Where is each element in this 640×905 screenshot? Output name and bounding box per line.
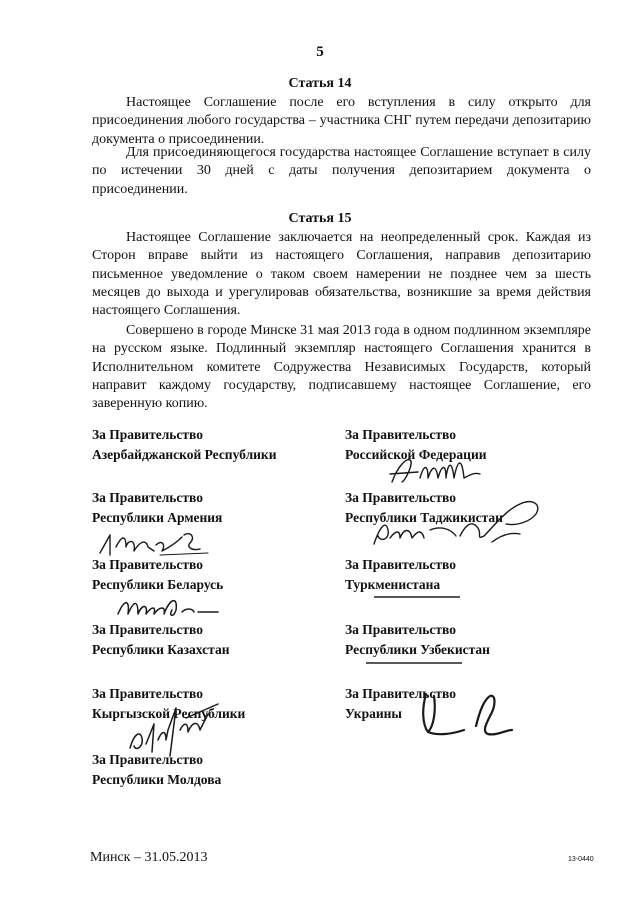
signature-label: За Правительство	[345, 686, 456, 701]
signature-russia-handwritten	[388, 452, 498, 488]
footer-place-date: Минск – 31.05.2013	[90, 850, 208, 865]
signature-kyrgyzstan-handwritten	[124, 700, 224, 770]
signature-tajikistan-handwritten	[360, 490, 560, 554]
signature-country: Туркменистана	[345, 577, 441, 592]
closing-paragraph: Совершено в городе Минске 31 мая 2013 года в одном подлинном экземпляре на русском языке. Подлинный экземпляр настоящего Соглашения хранится в Исполнительном комитете Содружества Независимых Государств, который направит каждому государству, подписавшему настоящее Соглашение, его заверенную копию.	[92, 323, 591, 412]
signature-belarus-handwritten	[114, 590, 224, 624]
signature-country: Республики Армения	[92, 510, 223, 525]
article-14-paragraph-1: Настоящее Соглашение после его вступления в силу открыто для присоединения любого государства – участника СНГ путем передачи депозитарию документа о присоединении.	[92, 95, 591, 147]
signature-country: Российской Федерации	[345, 447, 487, 462]
signature-block-turkmenistan	[345, 555, 456, 595]
signature-block-azerbaijan	[92, 425, 277, 465]
signature-label: За Правительство	[92, 686, 203, 701]
signature-country: Украины	[345, 706, 402, 721]
signature-label: За Правительство	[345, 557, 456, 572]
signature-block-kazakhstan	[92, 620, 229, 660]
signature-country: Республики Беларусь	[92, 577, 224, 592]
signature-country: Республики Молдова	[92, 772, 222, 787]
signature-label: За Правительство	[92, 752, 203, 767]
signature-country: Республики Таджикистан	[345, 510, 503, 525]
article-15-heading: Статья 15	[288, 211, 352, 226]
article-14-heading: Статья 14	[288, 76, 352, 91]
signature-country: Республики Узбекистан	[345, 642, 490, 657]
signature-label: За Правительство	[92, 427, 203, 442]
signature-label: За Правительство	[92, 557, 203, 572]
signature-country: Республики Казахстан	[92, 642, 230, 657]
signature-label: За Правительство	[92, 490, 203, 505]
signature-country: Азербайджанской Республики	[92, 447, 277, 462]
signature-label: За Правительство	[345, 622, 456, 637]
signature-label: За Правительство	[345, 427, 456, 442]
signature-uzbekistan-line	[364, 660, 464, 666]
page-number: 5	[316, 44, 324, 60]
article-15-paragraph-1: Настоящее Соглашение заключается на неопределенный срок. Каждая из Сторон вправе выйти из настоящего Соглашения, направив депозитарию письменное уведомление о таком своем намерении не позднее чем за шесть месяцев до выхода и урегулировав обязательства, возникшие за время действия настоящего Соглашения.	[92, 230, 591, 319]
signature-block-belarus	[92, 555, 223, 595]
article-14-paragraph-2: Для присоединяющегося государства настоящее Соглашение вступает в силу по истечении 30 дней с даты получения депозитарием документа о присоединении.	[92, 145, 591, 197]
signature-label: За Правительство	[345, 490, 456, 505]
signature-country: Кыргызской Республики	[92, 706, 246, 721]
signature-label: За Правительство	[92, 622, 203, 637]
signature-turkmenistan-line	[372, 594, 462, 600]
signature-block-armenia	[92, 488, 222, 528]
footer-doc-code: 13-0440	[568, 856, 594, 863]
signature-armenia-handwritten	[96, 525, 216, 559]
signature-block-uzbekistan	[345, 620, 490, 660]
signature-ukraine-handwritten	[416, 686, 526, 744]
